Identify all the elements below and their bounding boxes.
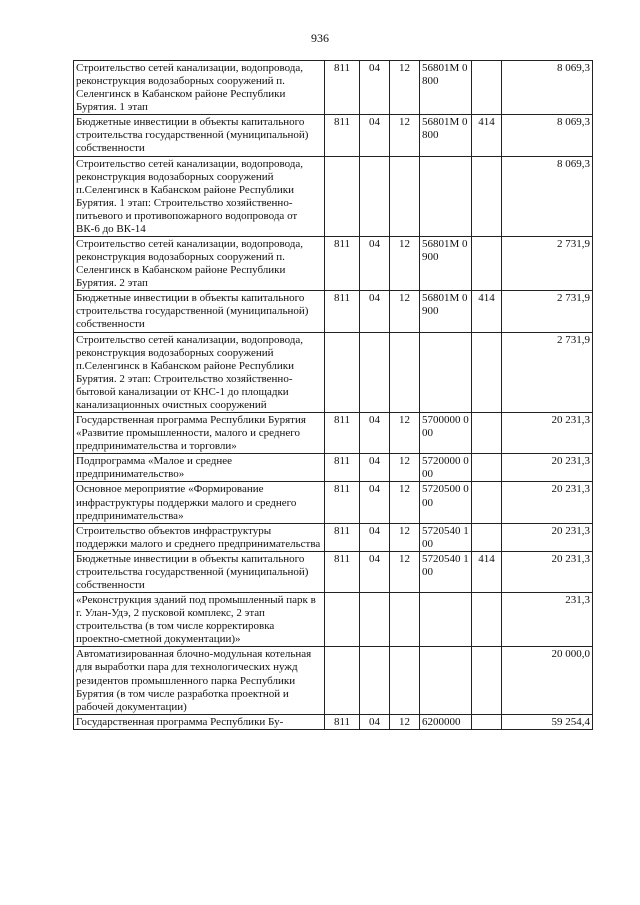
row-amount-cell: 8 069,3 (502, 61, 593, 115)
row-expense-type-cell (472, 593, 502, 647)
row-grbs-cell: 811 (325, 454, 360, 482)
row-target-article-cell: 6200000 (420, 714, 472, 729)
row-section-cell: 04 (360, 237, 390, 291)
row-section-cell (360, 156, 390, 236)
row-grbs-cell: 811 (325, 61, 360, 115)
row-section-cell (360, 647, 390, 714)
table-row (74, 714, 593, 729)
row-amount-cell: 20 231,3 (502, 413, 593, 454)
row-amount-cell: 20 000,0 (502, 647, 593, 714)
row-amount-cell: 231,3 (502, 593, 593, 647)
row-grbs-cell: 811 (325, 714, 360, 729)
row-target-article-cell: 56801M 0900 (420, 237, 472, 291)
row-target-article-cell: 5720000 000 (420, 454, 472, 482)
row-target-article-cell: 5720540 100 (420, 551, 472, 592)
table-row (74, 454, 593, 482)
row-name-cell: Бюджетные инвестиции в объекты капитального строительства государственной (муниципальной) собственности (74, 551, 325, 592)
row-grbs-cell: 811 (325, 523, 360, 551)
table-row (74, 115, 593, 156)
table-row (74, 482, 593, 523)
row-subsection-cell: 12 (390, 523, 420, 551)
page-number: 936 (311, 31, 329, 45)
row-grbs-cell: 811 (325, 115, 360, 156)
row-subsection-cell: 12 (390, 413, 420, 454)
row-expense-type-cell (472, 332, 502, 412)
row-target-article-cell (420, 332, 472, 412)
table-row (74, 523, 593, 551)
row-name-cell: Государственная программа Республики Бу- (74, 714, 325, 729)
row-subsection-cell: 12 (390, 714, 420, 729)
row-target-article-cell: 5720540 100 (420, 523, 472, 551)
table-row (74, 61, 593, 115)
row-target-article-cell (420, 156, 472, 236)
row-section-cell (360, 332, 390, 412)
row-grbs-cell: 811 (325, 291, 360, 332)
table-row (74, 593, 593, 647)
row-name-cell: Строительство сетей канализации, водопровода, реконструкция водозаборных сооружений п.Селенгинск в Кабанском районе Республики Бурятия. 1 этап: Строительство хозяйственно-питьевого и противопожарного водопровода от ВК-6 до ВК-14 (74, 156, 325, 236)
row-section-cell: 04 (360, 454, 390, 482)
row-expense-type-cell (472, 714, 502, 729)
row-expense-type-cell: 414 (472, 291, 502, 332)
row-name-cell: Бюджетные инвестиции в объекты капитального строительства государственной (муниципальной) собственности (74, 115, 325, 156)
row-target-article-cell: 5720500 000 (420, 482, 472, 523)
table-row (74, 647, 593, 714)
row-target-article-cell: 56801M 0800 (420, 115, 472, 156)
row-target-article-cell (420, 593, 472, 647)
row-name-cell: Строительство сетей канализации, водопровода, реконструкция водозаборных сооружений п. Селенгинск в Кабанском районе Республики Бурятия. 2 этап (74, 237, 325, 291)
row-amount-cell: 2 731,9 (502, 237, 593, 291)
row-amount-cell: 8 069,3 (502, 156, 593, 236)
row-grbs-cell (325, 647, 360, 714)
row-expense-type-cell (472, 413, 502, 454)
row-subsection-cell (390, 156, 420, 236)
row-name-cell: Строительство сетей канализации, водопровода, реконструкция водозаборных сооружений п. Селенгинск в Кабанском районе Республики Бурятия. 1 этап (74, 61, 325, 115)
row-amount-cell: 20 231,3 (502, 551, 593, 592)
row-target-article-cell: 56801M 0800 (420, 61, 472, 115)
table-row (74, 237, 593, 291)
row-name-cell: Основное мероприятие «Формирование инфраструктуры поддержки малого и среднего предпринимательства» (74, 482, 325, 523)
row-section-cell: 04 (360, 551, 390, 592)
row-subsection-cell (390, 647, 420, 714)
table-row (74, 551, 593, 592)
row-amount-cell: 20 231,3 (502, 454, 593, 482)
row-target-article-cell: 5700000 000 (420, 413, 472, 454)
table-row (74, 156, 593, 236)
table-row (74, 413, 593, 454)
row-amount-cell: 2 731,9 (502, 291, 593, 332)
row-subsection-cell: 12 (390, 454, 420, 482)
row-section-cell: 04 (360, 61, 390, 115)
row-expense-type-cell: 414 (472, 551, 502, 592)
row-subsection-cell: 12 (390, 551, 420, 592)
row-name-cell: Подпрограмма «Малое и среднее предпринимательство» (74, 454, 325, 482)
row-subsection-cell: 12 (390, 482, 420, 523)
row-section-cell: 04 (360, 523, 390, 551)
row-grbs-cell (325, 156, 360, 236)
row-target-article-cell (420, 647, 472, 714)
row-expense-type-cell (472, 156, 502, 236)
row-section-cell: 04 (360, 482, 390, 523)
row-grbs-cell (325, 593, 360, 647)
row-amount-cell: 59 254,4 (502, 714, 593, 729)
row-amount-cell: 20 231,3 (502, 523, 593, 551)
row-name-cell: Строительство сетей канализации, водопровода, реконструкция водозаборных сооружений п.Селенгинск в Кабанском районе Республики Бурятия. 2 этап: Строительство хозяйственно-бытовой канализации от КНС-1 до площадки канализационных очистных сооружений (74, 332, 325, 412)
row-section-cell (360, 593, 390, 647)
row-section-cell: 04 (360, 413, 390, 454)
row-expense-type-cell (472, 482, 502, 523)
row-name-cell: Строительство объектов инфраструктуры поддержки малого и среднего предпринимательства (74, 523, 325, 551)
row-expense-type-cell (472, 237, 502, 291)
row-grbs-cell (325, 332, 360, 412)
row-subsection-cell: 12 (390, 115, 420, 156)
row-name-cell: Бюджетные инвестиции в объекты капитального строительства государственной (муниципальной) собственности (74, 291, 325, 332)
row-grbs-cell: 811 (325, 551, 360, 592)
row-expense-type-cell (472, 647, 502, 714)
row-amount-cell: 20 231,3 (502, 482, 593, 523)
table-row (74, 291, 593, 332)
row-grbs-cell: 811 (325, 413, 360, 454)
row-amount-cell: 2 731,9 (502, 332, 593, 412)
row-section-cell: 04 (360, 714, 390, 729)
row-name-cell: «Реконструкция зданий под промышленный парк в г. Улан-Удэ, 2 пусковой комплекс, 2 этап строительства (в том числе корректировка проектно-сметной документации)» (74, 593, 325, 647)
row-expense-type-cell (472, 523, 502, 551)
row-section-cell: 04 (360, 115, 390, 156)
row-grbs-cell: 811 (325, 482, 360, 523)
row-subsection-cell: 12 (390, 61, 420, 115)
budget-table (73, 60, 593, 730)
row-amount-cell: 8 069,3 (502, 115, 593, 156)
table-row (74, 332, 593, 412)
row-expense-type-cell (472, 454, 502, 482)
row-grbs-cell: 811 (325, 237, 360, 291)
row-subsection-cell: 12 (390, 291, 420, 332)
row-subsection-cell (390, 332, 420, 412)
row-target-article-cell: 56801M 0900 (420, 291, 472, 332)
row-name-cell: Государственная программа Республики Бурятия «Развитие промышленности, малого и среднего предпринимательства и торговли» (74, 413, 325, 454)
row-subsection-cell (390, 593, 420, 647)
row-name-cell: Автоматизированная блочно-модульная котельная для выработки пара для технологических нужд резидентов промышленного парка Республики Бурятия (в том числе разработка проектной и рабочей документации) (74, 647, 325, 714)
row-expense-type-cell (472, 61, 502, 115)
row-section-cell: 04 (360, 291, 390, 332)
row-expense-type-cell: 414 (472, 115, 502, 156)
row-subsection-cell: 12 (390, 237, 420, 291)
